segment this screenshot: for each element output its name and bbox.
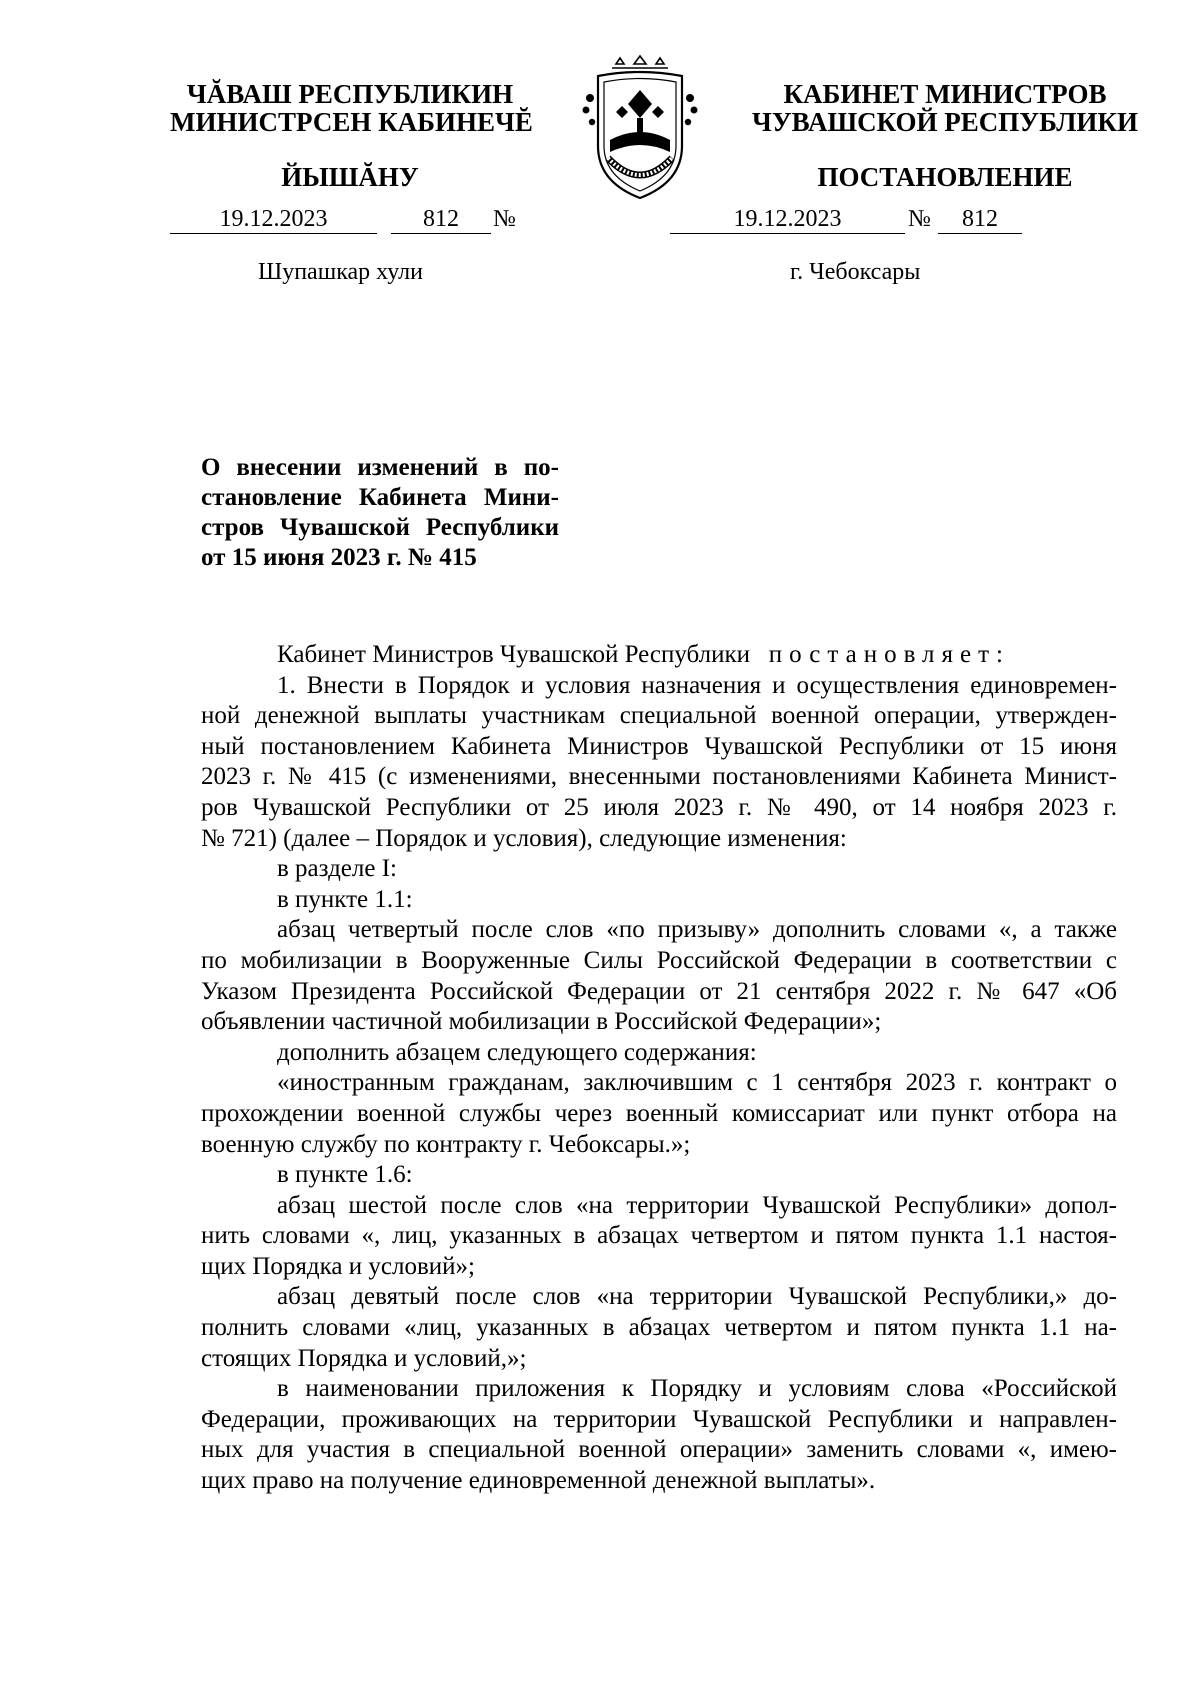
body-line: стоящих Порядка и условий,»;: [201, 1344, 527, 1372]
body-line: № 721) (далее – Порядок и условия), следующие изменения:: [201, 824, 847, 852]
right-number-sign: №: [908, 206, 931, 232]
left-date-field: 19.12.2023: [170, 205, 377, 234]
body-line: 2023 г. № 415 (с изменениями, внесенными постановлениями Кабинета Минист-: [201, 763, 1117, 791]
subject-line: от 15 июня 2023 г. № 415: [201, 544, 477, 571]
body-line: в пункте 1.1:: [277, 885, 413, 913]
body-line: Указом Президента Российской Федерации от 21 сентября 2022 г. № 647 «Об: [201, 977, 1117, 1005]
left-number-field: 812: [391, 205, 491, 234]
header-right-line-1: КАБИНЕТ МИНИСТРОВ: [783, 79, 1107, 109]
header-right-doc-type: ПОСТАНОВЛЕНИЕ: [817, 162, 1073, 192]
header-left-line-2: МИНИСТРСЕН КАБИНЕЧĔ: [170, 107, 533, 137]
body-line: военную службу по контракту г. Чебоксары.»;: [201, 1130, 691, 1158]
body-line: полнить словами «лиц, указанных в абзацах четвертом и пятом пункта 1.1 на-: [201, 1314, 1117, 1342]
body-line: щих право на получение единовременной денежной выплаты».: [201, 1467, 876, 1495]
left-number-sign: №: [493, 206, 516, 232]
subject-line: О внесении изменений в по-: [201, 454, 559, 481]
header-left-doc-type: ЙЫШĂНУ: [281, 162, 419, 192]
right-date-field: 19.12.2023: [670, 205, 905, 234]
body-line: абзац четвертый после слов «по призыву» дополнить словами «, а также: [277, 916, 1117, 944]
body-line: ный постановлением Кабинета Министров Чувашской Республики от 15 июня: [201, 732, 1117, 760]
left-place: Шупашкар хули: [258, 259, 423, 285]
header-right-organization: [745, 80, 1145, 136]
body-line: нить словами «, лиц, указанных в абзацах четвертом и пятом пункта 1.1 настоя-: [201, 1222, 1117, 1250]
body-line: 1. Внести в Порядок и условия назначения и осуществления единовремен-: [277, 671, 1117, 699]
body-intro: [201, 640, 1117, 671]
header-left-line-1: ЧĂВАШ РЕСПУБЛИКИН: [186, 79, 514, 109]
intro-text: Кабинет Министров Чувашской Республики: [277, 641, 751, 668]
right-number-field: 812: [938, 205, 1022, 234]
subject-line: стров Чувашской Республики: [201, 514, 559, 541]
body-line: ров Чувашской Республики от 25 июля 2023 г. № 490, от 14 ноября 2023 г.: [201, 793, 1117, 821]
body-line: абзац девятый после слов «на территории Чувашской Республики,» до-: [277, 1283, 1117, 1311]
header-left-organization: [170, 79, 533, 137]
right-place: г. Чебоксары: [790, 259, 921, 285]
body-line: Федерации, проживающих на территории Чувашской Республики и направлен-: [201, 1405, 1117, 1433]
body-line: прохождении военной службы через военный комиссариат или пункт отбора на: [201, 1099, 1117, 1127]
body-line: абзац шестой после слов «на территории Чувашской Республики» допол-: [277, 1191, 1117, 1219]
body-line: по мобилизации в Вооруженные Силы Российской Федерации в соответствии с: [201, 946, 1117, 974]
header-right-line-2: ЧУВАШСКОЙ РЕСПУБЛИКИ: [752, 107, 1138, 137]
subject-line: становление Кабинета Мини-: [201, 484, 559, 511]
body-line: в разделе I:: [277, 855, 397, 883]
intro-resolves: постановляет:: [768, 641, 1011, 668]
body-line: ных для участия в специальной военной операции» заменить словами «, имею-: [201, 1436, 1117, 1464]
body-line: ной денежной выплаты участникам специальной военной операции, утвержден-: [201, 702, 1117, 730]
body-line: объявлении частичной мобилизации в Российской Федерации»;: [201, 1008, 882, 1036]
body-line: щих Порядка и условий»;: [201, 1252, 475, 1280]
body-line: дополнить абзацем следующего содержания:: [277, 1038, 757, 1066]
body-line: «иностранным гражданам, заключившим с 1 сентября 2023 г. контракт о: [277, 1069, 1117, 1097]
document-body: [201, 640, 1117, 1497]
coat-of-arms-icon: [570, 54, 710, 204]
body-line: в наименовании приложения к Порядку и условиям слова «Российской: [277, 1375, 1117, 1403]
document-subject: [201, 453, 559, 573]
body-line: в пункте 1.6:: [277, 1161, 413, 1189]
